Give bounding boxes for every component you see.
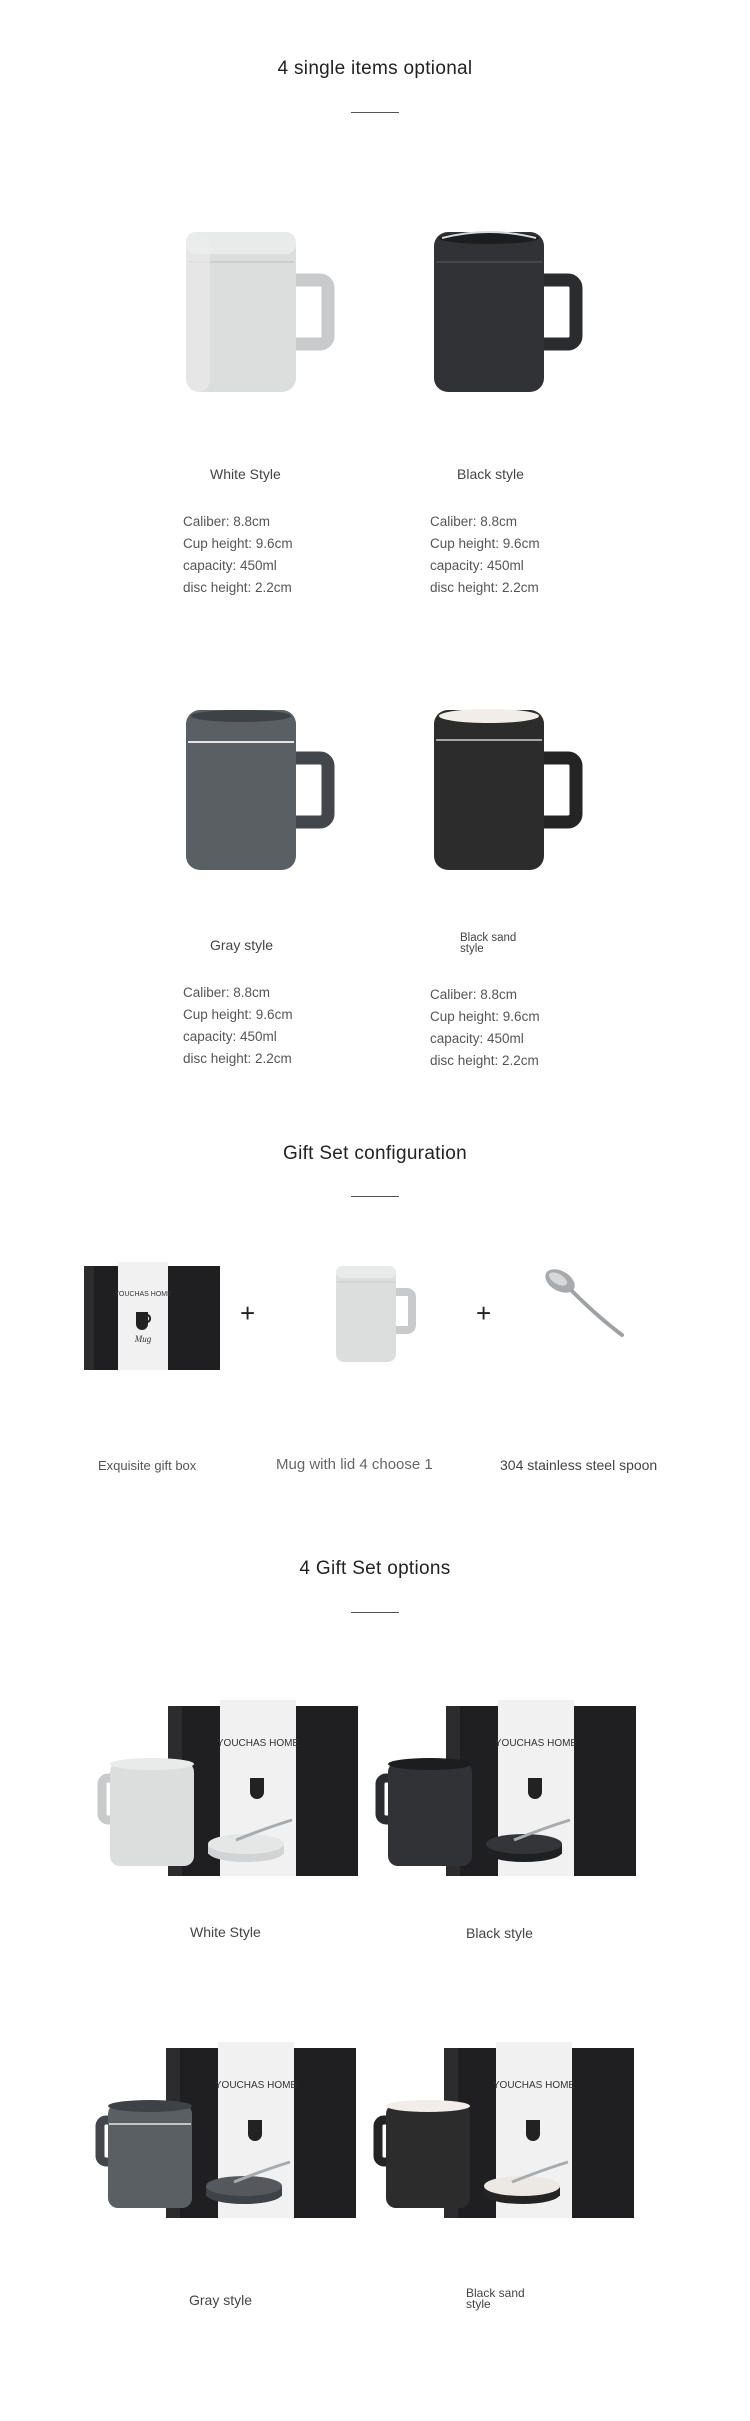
svg-text:YOUCHAS HOME: YOUCHAS HOME <box>492 2080 576 2091</box>
gift-box-image <box>84 1262 220 1374</box>
black-mug-image <box>428 222 598 402</box>
gift-set-gray-image <box>94 2042 364 2222</box>
single-item-specs: Caliber: 8.8cm Cup height: 9.6cm capacity: 450ml disc height: 2.2cm <box>430 514 540 595</box>
gift-component-label: 304 stainless steel spoon <box>500 1457 658 1473</box>
svg-text:Mug: Mug <box>134 1334 152 1344</box>
gray-mug-image <box>180 700 350 880</box>
plus-sign: + <box>240 1298 256 1328</box>
svg-text:YOUCHAS HOME: YOUCHAS HOME <box>494 1738 578 1749</box>
single-item-specs: Caliber: 8.8cm Cup height: 9.6cm capacity: 450ml disc height: 2.2cm <box>183 514 293 595</box>
gift-set-option-name: Black style <box>466 1925 533 1941</box>
spoon-image <box>538 1265 638 1355</box>
section-title-single-items: 4 single items optional <box>277 58 473 79</box>
single-item-name: Gray style <box>210 937 274 953</box>
svg-text:YOUCHAS HOME: YOUCHAS HOME <box>214 2080 298 2091</box>
gift-set-black-sand-image <box>372 2042 642 2222</box>
gift-component-label: Exquisite gift box <box>98 1458 197 1473</box>
single-item-specs: Caliber: 8.8cm Cup height: 9.6cm capacity: 450ml disc height: 2.2cm <box>430 987 540 1068</box>
gift-set-option-name: White Style <box>190 1924 261 1940</box>
single-item-name: Black sand style <box>460 932 517 955</box>
title-divider <box>351 1612 399 1613</box>
box-brand-text: YOUCHAS HOME <box>114 1291 172 1298</box>
single-item-name: Black style <box>457 466 524 482</box>
gift-set-option-name: Black sand style <box>466 2286 525 2311</box>
section-title-gift-set-options: 4 Gift Set options <box>299 1558 451 1579</box>
plus-sign: + <box>476 1298 492 1328</box>
svg-text:YOUCHAS HOME: YOUCHAS HOME <box>216 1738 300 1749</box>
single-item-specs: Caliber: 8.8cm Cup height: 9.6cm capacity: 450ml disc height: 2.2cm <box>183 985 293 1066</box>
gift-mug-image <box>334 1260 424 1370</box>
gift-set-white-image <box>96 1700 366 1880</box>
black-sand-mug-image <box>428 700 598 880</box>
gift-component-label: Mug with lid 4 choose 1 <box>276 1456 433 1473</box>
gift-set-option-name: Gray style <box>189 2292 253 2308</box>
title-divider <box>351 112 399 113</box>
white-mug-image <box>180 222 350 402</box>
section-title-gift-set-configuration: Gift Set configuration <box>282 1143 468 1164</box>
title-divider <box>351 1196 399 1197</box>
single-item-name: White Style <box>210 466 281 482</box>
gift-set-black-image <box>374 1700 644 1880</box>
